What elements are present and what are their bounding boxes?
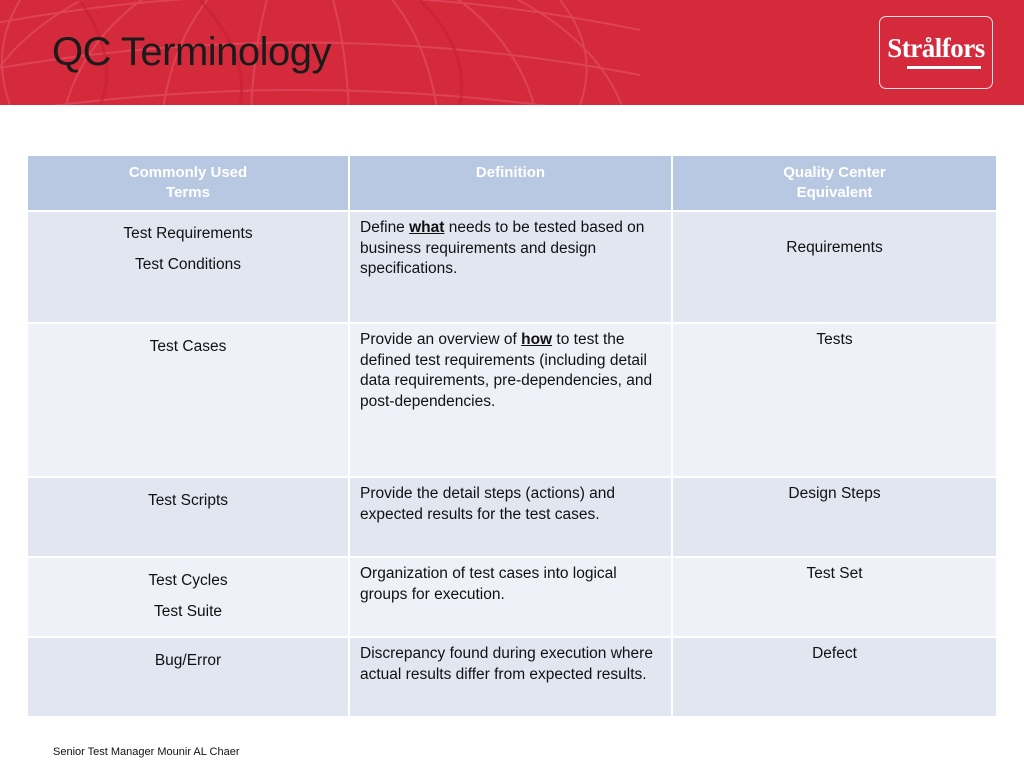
term-cell xyxy=(27,323,349,477)
logo-wordmark: Strålfors xyxy=(887,33,985,63)
page-title: QC Terminology xyxy=(52,30,332,74)
column-header-terms-line2: Terms xyxy=(166,184,210,201)
qc-equivalent-text: Design Steps xyxy=(788,485,881,502)
definition-text: Discrepancy found during execution where actual results differ from expected results. xyxy=(360,645,653,683)
term-cell xyxy=(27,211,349,323)
definition-cell xyxy=(349,477,672,557)
term-text: Test Cases xyxy=(149,338,227,355)
title-banner xyxy=(0,0,1024,105)
definition-text: Define xyxy=(360,219,410,236)
table-row xyxy=(27,637,997,717)
qc-equivalent-text: Tests xyxy=(816,331,853,348)
table-row xyxy=(27,211,997,323)
company-logo xyxy=(879,16,993,89)
terminology-table xyxy=(26,154,998,718)
definition-text: Provide the detail steps (actions) and expected results for the test cases. xyxy=(360,485,616,523)
term-text: Test Scripts xyxy=(147,492,229,509)
term-text: Bug/Error xyxy=(154,652,222,669)
table-row xyxy=(27,477,997,557)
definition-cell xyxy=(349,323,672,477)
qc-equivalent-cell xyxy=(672,557,997,637)
qc-equivalent-text: Test Set xyxy=(806,565,863,582)
term-cell xyxy=(27,477,349,557)
term-text: Test Cycles xyxy=(148,572,228,589)
column-header-qc-equivalent xyxy=(672,155,997,211)
term-cell xyxy=(27,557,349,637)
column-header-terms-line1: Commonly Used xyxy=(128,164,248,181)
logo-underline-icon xyxy=(880,17,992,88)
table-row xyxy=(27,557,997,637)
term-text: Test Requirements xyxy=(123,225,253,242)
qc-equivalent-cell xyxy=(672,211,997,323)
qc-equivalent-cell xyxy=(672,323,997,477)
qc-equivalent-text: Defect xyxy=(812,645,857,662)
column-header-qc-line1: Quality Center xyxy=(783,164,886,181)
column-header-terms xyxy=(27,155,349,211)
term-cell xyxy=(27,637,349,717)
qc-equivalent-cell xyxy=(672,477,997,557)
footer-author: Senior Test Manager Mounir AL Chaer xyxy=(53,746,240,758)
definition-cell xyxy=(349,557,672,637)
definition-text: Organization of test cases into logical groups for execution. xyxy=(360,565,617,603)
column-header-definition: Definition xyxy=(349,155,672,211)
definition-text: to test the defined test requirements (including detail data requirements, pre-dependencies, and post-dependencies. xyxy=(360,331,653,410)
table-row xyxy=(27,323,997,477)
qc-equivalent-cell xyxy=(672,637,997,717)
table-header-row xyxy=(27,155,997,211)
term-text: Test Conditions xyxy=(135,255,241,273)
definition-emphasis: how xyxy=(521,331,553,348)
definition-emphasis: what xyxy=(409,219,445,236)
definition-cell xyxy=(349,211,672,323)
definition-text: Provide an overview of xyxy=(360,331,522,348)
column-header-qc-line2: Equivalent xyxy=(796,184,873,201)
qc-equivalent-text: Requirements xyxy=(786,239,883,256)
definition-cell xyxy=(349,637,672,717)
term-text: Test Suite xyxy=(153,602,223,620)
definition-text: needs to be tested based on business requirements and design specifications. xyxy=(360,219,645,277)
